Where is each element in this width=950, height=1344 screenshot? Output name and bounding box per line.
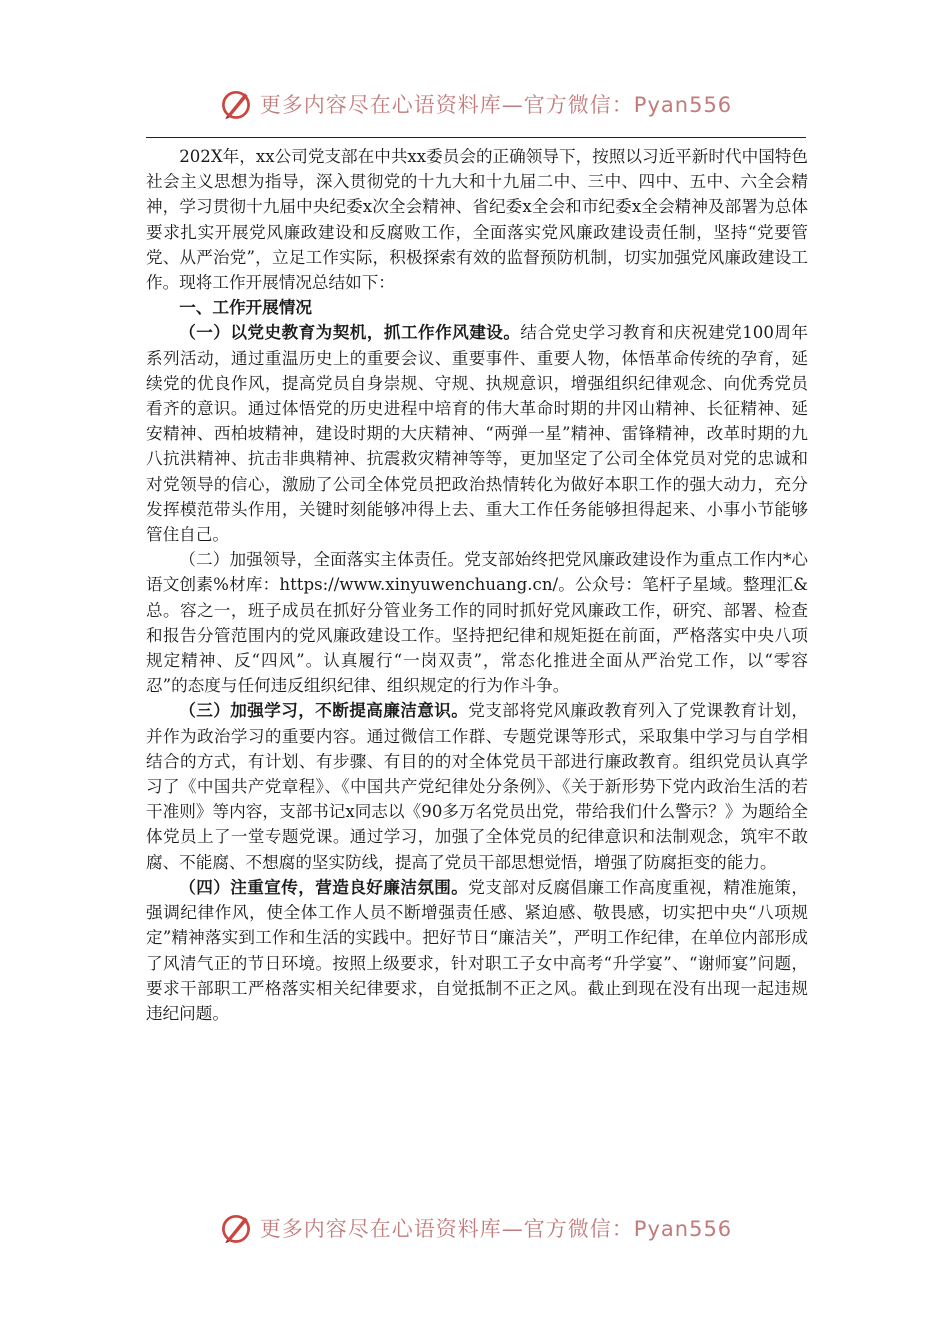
footer-watermark bbox=[0, 1208, 950, 1248]
header-rule bbox=[146, 137, 806, 138]
item-body: 党支部将党风廉政教育列入了党课教育计划，并作为政治学习的重要内容。通过微信工作群、专题党课等形式，采取集中学习与自学相结合的方式，有计划、有步骤、有目的的对全体党员干部进行廉政教育。组织党员认真学习了《中国共产党章程》、《中国共产党纪律处分条例》、《关于新形势下党内政治生活的若干准则》等内容，支部书记x同志以《90多万名党员出党，带给我们什么警示？》为题给全体党员上了一堂专题党课。通过学习，加强了全体党员的纪律意识和法制观念，筑牢不敢腐、不能腐、不想腐的坚实防线，提高了党员干部思想觉悟，增强了防腐拒变的能力。 bbox=[146, 701, 809, 872]
pen-circle-logo-icon bbox=[218, 86, 254, 122]
section-heading: 一、工作开展情况 bbox=[179, 297, 312, 318]
item-paragraph bbox=[146, 320, 808, 547]
intro-paragraph: 202X年，xx公司党支部在中共xx委员会的正确领导下，按照以习近平新时代中国特色社会主义思想为指导，深入贯彻党的十九大和十九届二中、三中、四中、五中、六全会精神，学习贯彻十九届中央纪委x次全会精神、省纪委x全会和市纪委x全会精神及部署为总体要求扎实开展党风廉政建设和反腐败工作，全面落实党风廉政建设责任制，坚持“党要管党、从严治党”，立足工作实际，积极探索有效的监督预防机制，切实加强党风廉政建设工作。现将工作开展情况总结如下： bbox=[146, 147, 808, 293]
item-lead: （二）加强领导，全面落实主体责任。 bbox=[179, 550, 465, 570]
document-body bbox=[146, 144, 808, 1026]
item-lead: （三）加强学习，不断提高廉洁意识。 bbox=[179, 700, 469, 721]
item-body: 结合党史学习教育和庆祝建党100周年系列活动，通过重温历史上的重要会议、重要事件、重要人物，体悟革命传统的孕育，延续党的优良作风，提高党员自身崇规、守规、执规意识，增强组织纪律观念、向优秀党员看齐的意识。通过体悟党的历史进程中培育的伟大革命时期的井冈山精神、长征精神、延安精神、西柏坡精神，建设时期的大庆精神、“两弹一星”精神、雷锋精神，改革时期的九八抗洪精神、抗击非典精神、抗震救灾精神等等，更加坚定了公司全体党员对党的忠诚和对党领导的信心，激励了公司全体党员把政治热情转化为做好本职工作的强大动力，充分发挥模范带头作用，关键时刻能够冲得上去、重大工作任务能够担得起来、小事小节能够管住自己。 bbox=[146, 323, 809, 545]
item-lead: （一）以党史教育为契机，抓工作作风建设。 bbox=[179, 322, 521, 343]
header-watermark bbox=[0, 84, 950, 124]
pen-circle-logo-icon bbox=[218, 1210, 254, 1246]
item-lead: （四）注重宣传，营造良好廉洁氛围。 bbox=[179, 876, 469, 897]
watermark-text: 更多内容尽在心语资料库—官方微信：Pyan556 bbox=[259, 1217, 733, 1241]
item-paragraph bbox=[146, 875, 808, 1026]
item-paragraph bbox=[146, 547, 808, 698]
watermark-text: 更多内容尽在心语资料库—官方微信：Pyan556 bbox=[259, 93, 733, 117]
item-body: 党支部始终把党风廉政建设作为重点工作内*心语文创素%材库：https://www.xinyuwenchuang.cn/。公众号：笔杆子星域。整理汇&总。容之一，班子成员在抓好分管业务工作的同时抓好党风廉政工作，研究、部署、检查和报告分管范围内的党风廉政建设工作。坚持把纪律和规矩挺在前面，严格落实中央八项规定精神、反“四风”。认真履行“一岗双责”，常态化推进全面从严治党工作，以“零容忍”的态度与任何违反组织纪律、组织规定的行为作斗争。 bbox=[146, 550, 809, 696]
item-paragraph bbox=[146, 698, 808, 874]
item-body: 党支部对反腐倡廉工作高度重视，精准施策，强调纪律作风，使全体工作人员不断增强责任感、紧迫感、敬畏感，切实把中央“八项规定”精神落实到工作和生活的实践中。把好节日“廉洁关”，严明工作纪律，在单位内部形成了风清气正的节日环境。按照上级要求，针对职工子女中高考“升学宴”、“谢师宴”问题，要求干部职工严格落实相关纪律要求，自觉抵制不正之风。截止到现在没有出现一起违规违纪问题。 bbox=[146, 877, 809, 1023]
